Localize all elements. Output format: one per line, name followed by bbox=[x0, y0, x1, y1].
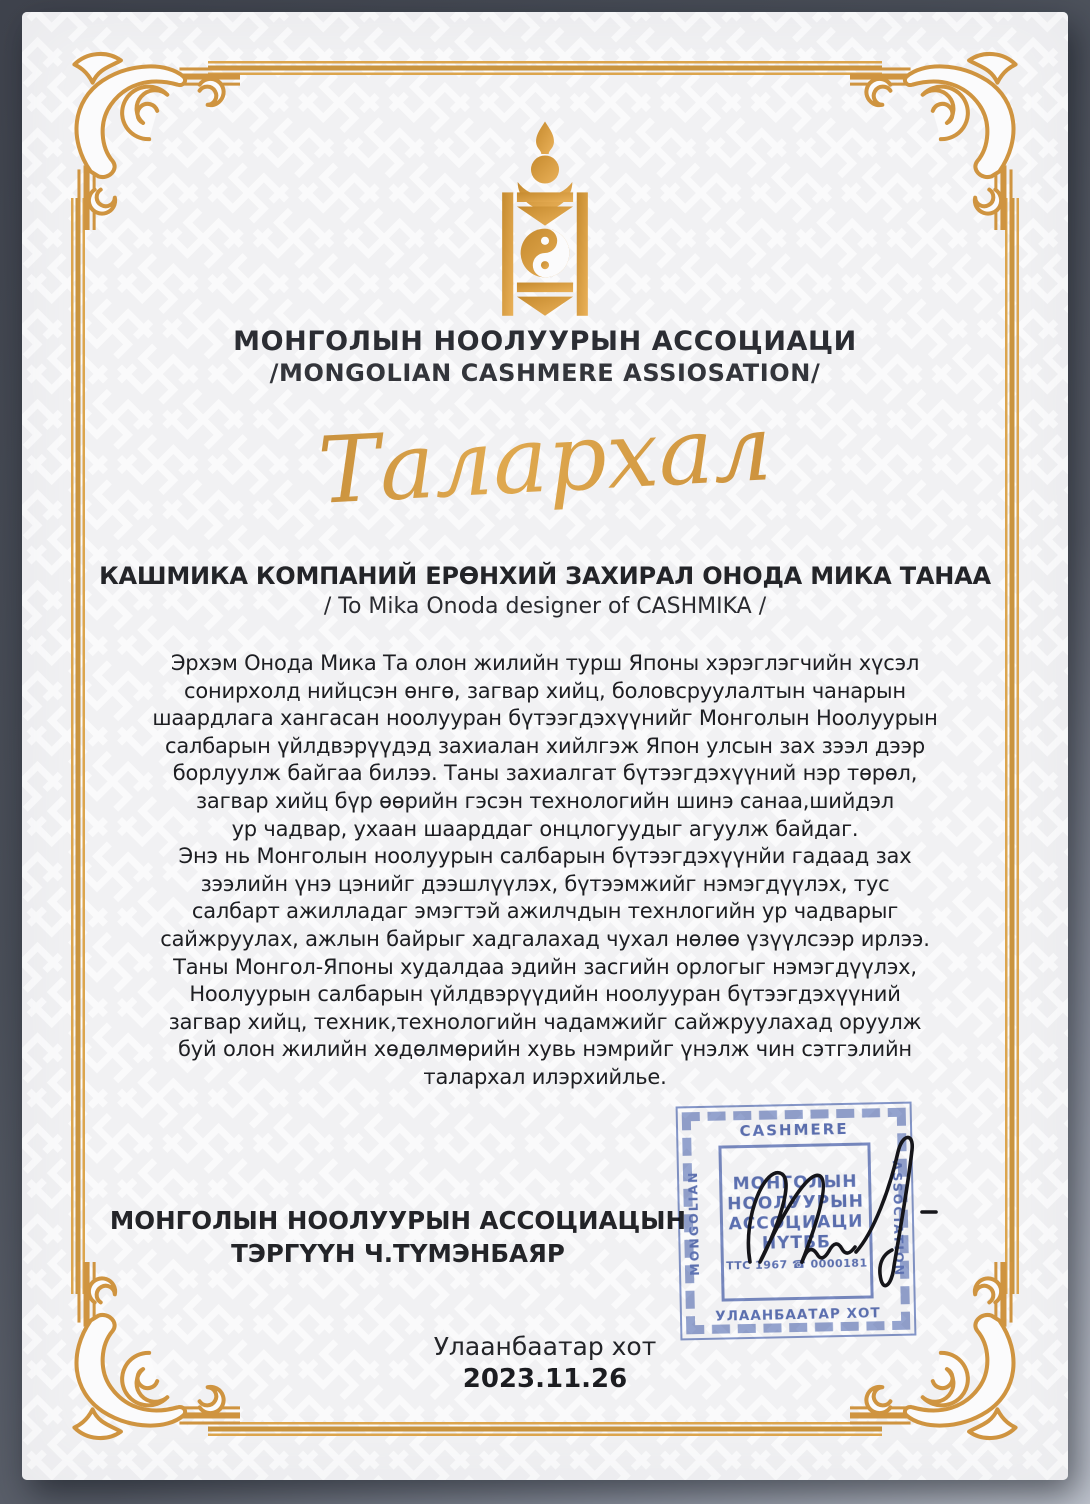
stamp-center-line: АССОЦИАЦИ bbox=[728, 1211, 864, 1235]
soyombo-icon bbox=[501, 120, 590, 318]
letter-body-line: сайжруулах, ажлын байрыг хадгалахад чухал нөлөө үзүүлсээр ирлээ. bbox=[160, 926, 930, 951]
recipient-line-en: / To Mika Onoda designer of CASHMIKA / bbox=[323, 594, 767, 619]
certificate-title-script: Талархал bbox=[22, 373, 1068, 548]
signatory-org: МОНГОЛЫН НООЛУУРЫН АССОЦИАЦЫН bbox=[109, 1206, 687, 1235]
border-line-bottom bbox=[208, 1422, 882, 1436]
letter-body-line: салбарт ажилладаг эмэгтэй ажилчдын технлогийн ур чадварыг bbox=[191, 899, 899, 924]
stamp-word-left: MONGOLIAN bbox=[684, 1170, 703, 1276]
org-subtitle: /MONGOLIAN CASHMERE ASSIOSATION/ bbox=[269, 359, 821, 387]
signature-ink-icon bbox=[722, 1124, 972, 1314]
letter-body-line: загвар хийц, техник,технологийн чадамжийг сайжруулахад оруулж bbox=[168, 1009, 922, 1034]
footer-date: 2023.11.26 bbox=[462, 1364, 628, 1394]
letter-body bbox=[135, 650, 955, 1092]
stamp-center-line: НҮТББ bbox=[761, 1232, 832, 1254]
letter-body-line: Энэ нь Монголын ноолуурын салбарын бүтээгдэхүүнйи гадаад зах bbox=[178, 844, 912, 869]
letter-body-line: талархал илэрхийлье. bbox=[423, 1064, 667, 1089]
footer-city: Улаанбаатар хот bbox=[433, 1332, 657, 1361]
letter-body-line: Таны Монгол-Японы худалдаа эдийн засгийн орлогыг нэмэгдүүлэх, bbox=[173, 954, 917, 979]
letter-body-line: ур чадвар, ухаан шаарддаг онцлогуудыг агуулж байдаг. bbox=[231, 816, 859, 841]
letter-body-line: салбарын үйлдвэрүүдэд захиалан хийлгэж Япон улсын зах зээл дээр bbox=[164, 733, 925, 758]
stamp-center-line: МОНГОЛЫН bbox=[732, 1171, 858, 1195]
signatory-name-line bbox=[92, 1237, 704, 1270]
letter-body-line: буй олон жилийн хөдөлмөрийн хувь нэмрийг үнэлж чин сэтгэлийн bbox=[178, 1037, 912, 1062]
stamp-word-right: ASSOCIATION bbox=[889, 1160, 908, 1278]
letter-body-line: шаардлага хангасан ноолууран бүтээгдэхүүнийг Монголын Ноолуурын bbox=[152, 706, 938, 731]
letter-body-line: зээлийн үнэ цэнийг дээшлүүлэх, бүтээмжийг нэмэгдүүлэх, тус bbox=[200, 871, 890, 896]
border-line-top bbox=[208, 61, 882, 75]
letter-body-line: борлуулж байгаа билээ. Таны захиалгат бүтээгдэхүүний нэр төрөл, bbox=[172, 761, 918, 786]
org-title: МОНГОЛЫН НООЛУУРЫН АССОЦИАЦИ bbox=[233, 326, 857, 357]
signatory-block bbox=[92, 1204, 704, 1270]
stamp-registration: ТТС 1967 ☎ 0000181 bbox=[726, 1256, 868, 1273]
corner-flourish-icon bbox=[850, 18, 1062, 230]
stamp-word-top: CASHMERE bbox=[739, 1119, 849, 1141]
letter-body-line: Ноолуурын салбарын үйлдвэрүүдийн ноолууран бүтээгдэхүүний bbox=[189, 982, 901, 1007]
letter-body-line: загвар хийц бүр өөрийн гэсэн технологийн шинэ санаа,шийдэл bbox=[195, 788, 895, 813]
certificate-page bbox=[22, 12, 1068, 1480]
letter-body-line: Эрхэм Онода Мика Та олон жилийн турш Японы хэрэглэгчийн хүсэл bbox=[170, 651, 920, 675]
signatory-title: ТЭРГҮҮН bbox=[231, 1239, 364, 1268]
recipient-line-mn: КАШМИКА КОМПАНИЙ ЕРӨНХИЙ ЗАХИРАЛ ОНОДА МИКА ТАНАА bbox=[99, 562, 991, 590]
stamp-word-bottom: УЛААНБААТАР ХОТ bbox=[715, 1305, 881, 1325]
corner-flourish-icon bbox=[28, 18, 240, 230]
letter-body-line: сонирхолд нийцсэн өнгө, загвар хийц, боловсруулалтын чанарын bbox=[184, 678, 906, 703]
stamp-center-line: НООЛУУРЫН bbox=[727, 1191, 865, 1215]
signatory-name: Ч.ТҮМЭНБАЯР bbox=[363, 1239, 565, 1268]
